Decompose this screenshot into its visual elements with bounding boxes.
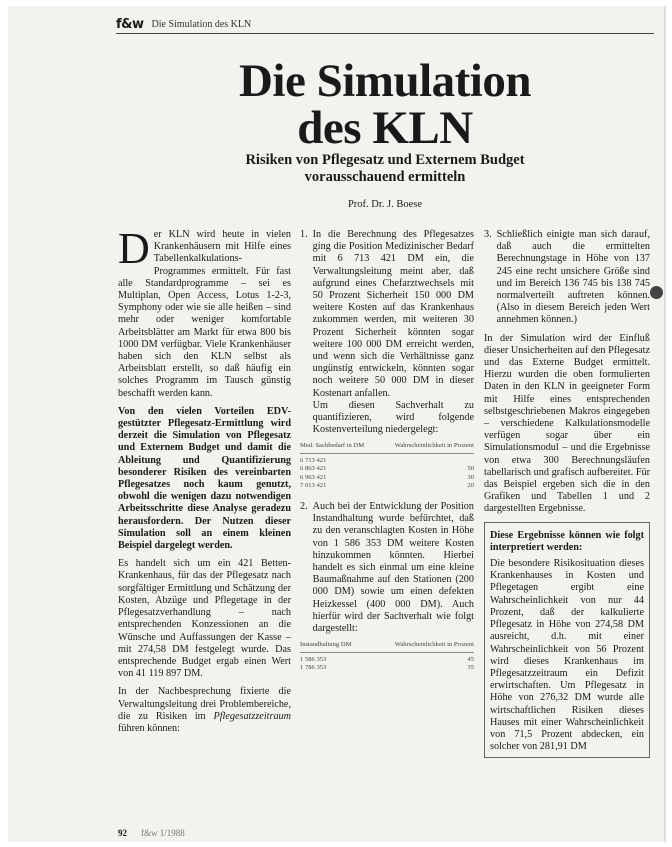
item1-text: In die Berechnung des Pflegesatzes ging die Position Medizinischer Bedarf mit 6 713 421 DM ein, die Verwaltungsleitung meint aber, daß aufgrund eines Chefarztwechsels mit 50 Prozent Sicherheit 150 000 DM weitere Kosten auf das Krankenhaus zukommen werden, mit weiteren 30 Prozent Sicherheit könnten sogar weitere 100 000 DM erreicht werden, und wenn sich die Verhältnisse ganz ungünstig entwickeln, könnten sogar noch weitere 50 000 DM in dieser Kostenart anfallen. — [312, 229, 474, 399]
list-number: 1. — [300, 229, 308, 240]
problem-intro-text-b: führen können: — [118, 722, 180, 734]
article-title-line1: Die Simulation — [238, 55, 531, 107]
item1-after-text: Um diesen Sachverhalt zu quantifizieren, wird folgende Kostenverteilung niedergelegt: — [312, 399, 474, 436]
subtitle-line1: Risiken von Pflegesatz und Externem Budget — [245, 152, 525, 168]
example-paragraph: Es handelt sich um ein 421 Betten-Krankenhaus, für das der Pflegesatz nach sorgfältiger Ermittlung und Schätzung der Kosten, Abzüge und Pflegetage in der Pflegesatzverhandlung – nach entsprechenden Konzessionen an die Wünsche und Auffassungen der Kasse – mit 274,58 DM festgelegt wurde. Das entsprechende Budget ergab einen Wert von 41 119 897 DM. — [118, 558, 291, 680]
interpretation-heading: Diese Ergebnisse können wie folgt interpretiert werden: — [490, 529, 644, 553]
drop-cap: D — [118, 224, 150, 273]
list-item-text: Schließlich einigte man sich darauf, daß auch die ermittelten Berechnungstage in Höhe von 137 245 eine recht unsichere Größe sind und im Bereich 136 745 bis 138 745 normalverteilt auftreten können. (Also in diesem Bereich jeden Wert annehmen können.) — [496, 229, 650, 326]
table-row: 6 863 421 50 — [300, 465, 474, 473]
table-medical-supplies — [300, 442, 474, 491]
table-header-right: Wahrscheinlichkeit in Prozent — [394, 442, 474, 450]
list-number: 2. — [300, 500, 308, 512]
subtitle-line2: vorausschauend ermitteln — [304, 169, 466, 185]
lead-paragraph: Von den vielen Vorteilen EDV-gestützter Pflegesatz-Ermittlung wird derzeit die Simulation von Pflegesatz und Externem Budget und damit die Ableitung und Quantifizierung besonderer Risiken des vereinbarten Pflegesatzes noch kaum genutzt, obwohl die wenigen dazu notwendigen Arbeitsschritte diese Analyse geradezu herausfordern. Der Nutzen dieser Simulation soll an einem kleinen Beispiel dargelegt werden. — [118, 405, 291, 552]
running-header — [116, 14, 251, 34]
table-maintenance — [300, 641, 474, 673]
section-title: Die Simulation des KLN — [151, 18, 252, 30]
binding-hole-icon — [650, 286, 663, 299]
interpretation-box — [484, 522, 650, 759]
author-byline: Prof. Dr. J. Boese — [347, 199, 423, 210]
text-column-3 — [484, 229, 650, 758]
table-header — [300, 442, 474, 454]
problem-intro-paragraph — [118, 686, 291, 735]
list-item-text — [313, 229, 474, 436]
list-item — [300, 501, 474, 635]
list-number: 3. — [484, 229, 492, 240]
list-item-text: Auch bei der Entwicklung der Position Instandhaltung wurde befürchtet, daß zu den veranschlagten Kosten in Höhe von 1 586 353 DM weitere Kosten hinzukommen könnten. Hierbei handelt es sich einmal um eine kleine Baumaßnahme auf den Stationen (200 000 DM) sowie um einen defekten Heizkessel (400 000 DM). Auch hierfür wird der Sachverhalt wie folgt dargestellt: — [312, 500, 474, 634]
problem-intro-text-a: In der Nachbesprechung fixierte die Verwaltungsleitung drei Problembereiche, die zu Risiken im — [118, 686, 291, 722]
table-row: 1 586 353 45 — [300, 655, 474, 663]
text-column-2 — [300, 229, 474, 683]
page-footer — [118, 828, 185, 838]
simulation-paragraph: In der Simulation wird der Einfluß dieser Unsicherheiten auf den Pflegesatz und das Externe Budget ermittelt. Hierzu wurden die oben formulierten Daten in den KLN in geeigneter Form mit Hilfe eines entsprechenden selbstgeschriebenen Makros eingegeben – verschiedene Kalkulationsmodelle verfügen sogar über ein Simulationsmodul – und die Ergebnisse von etwa 300 Berechnungsläufen tabellarisch und grafisch aufbereitet. Für das Beispiel ergeben sich die in den Grafiken und Tabellen 1 und 2 dargestellten Ergebnisse. — [484, 332, 650, 515]
list-item — [484, 229, 650, 327]
magazine-logo: f&w — [116, 16, 144, 32]
table-header-left: Med. Sachbedarf in DM — [300, 442, 365, 450]
table-row: 6 963 421 30 — [300, 473, 474, 481]
table-header-left: Instandhaltung DM — [300, 641, 352, 649]
intro-text: er KLN wird heute in vielen Krankenhäusern mit Hilfe eines Tabellenkalkulations-Programmes ermittelt. Für fast alle Standardprogramme – sei es Multiplan, Open Access, Lotus 1-2-3, Symphony oder wie sie alle heißen – sind mehr oder weniger komfortable Arbeitsblätter am Markt für etwa 800 bis 1000 DM verfügbar. Viele Krankenhäuser haben sich den KLN selbst als Arbeitsblatt erstellt, so daß häufig ein solches Programm im Tausch günstig beschafft werden kann. — [118, 229, 291, 399]
article-title-line2: des KLN — [297, 102, 473, 154]
table-row: 1 786 353 35 — [300, 664, 474, 672]
list-item — [300, 229, 474, 436]
header-rule — [116, 33, 654, 34]
text-column-1 — [118, 224, 291, 741]
page-number: 92 — [118, 828, 127, 838]
table-header-right: Wahrscheinlichkeit in Prozent — [394, 641, 474, 649]
interpretation-text: Die besondere Risikosituation dieses Krankenhauses in Kosten und Pflegetagen ergibt eine Wahrscheinlichkeit von nur 44 Prozent, daß der kalkulierte Pflegesatz in Höhe von 274,58 DM ausreicht, d.h. mit einer Wahrscheinlichkeit von 56 Prozent wird dieses Krankenhaus im Pflegesatzzeitraum ein Defizit erwirtschaften. Um Pflegesatz in Höhe von 276,32 DM wurde alle wirtschaftlichen Risiken dieses Hauses mit einer Wahrscheinlichkeit von 71,5 Prozent abdecken, ein solcher von 281,91 DM — [490, 558, 644, 753]
publication-info: f&w 1/1988 — [141, 828, 185, 838]
table-header — [300, 641, 474, 653]
problem-intro-italic: Pflegesatzzeitraum — [213, 710, 291, 722]
intro-paragraph — [118, 224, 291, 400]
table-row: 7 013 421 20 — [300, 482, 474, 490]
table-row: 6 713 421 — [300, 456, 327, 464]
